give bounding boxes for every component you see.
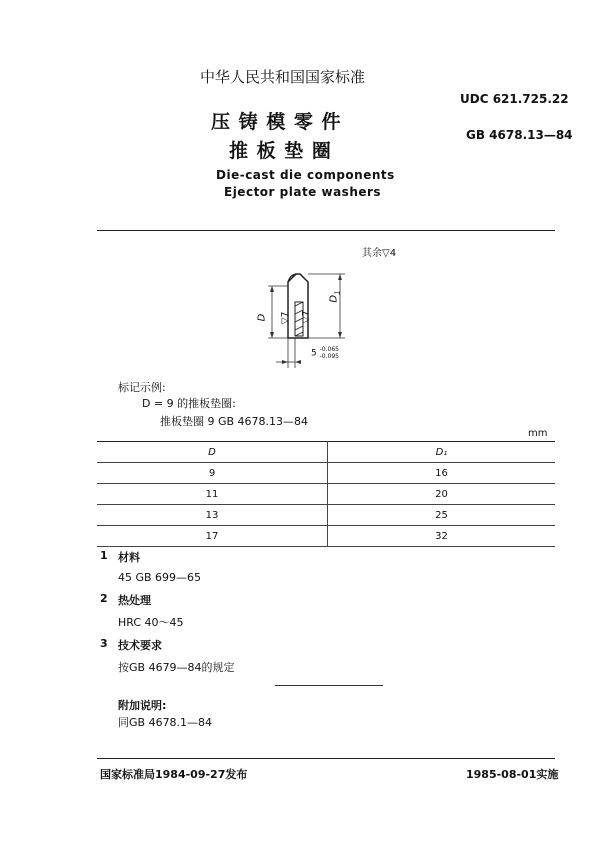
appendix-title: 附加说明: <box>118 699 167 712</box>
table-row: 11 20 <box>97 484 555 505</box>
header-divider <box>97 230 555 231</box>
national-standard-heading: 中华人民共和国国家标准 <box>200 68 366 86</box>
section-1-content: 45 GB 699—65 <box>118 571 202 584</box>
table-row: 17 32 <box>97 526 555 547</box>
table-header-row <box>97 442 555 463</box>
udc-code: UDC 621.725.22 <box>460 92 569 106</box>
section-1-num: 1 <box>100 549 108 562</box>
section-3-content: 按GB 4679—84的规定 <box>118 661 235 674</box>
dimension-table <box>97 441 555 547</box>
section-2-title: 热处理 <box>118 594 151 607</box>
header-D: D <box>97 442 328 463</box>
table-row: 13 25 <box>97 505 555 526</box>
section-3-title: 技术要求 <box>118 639 162 652</box>
end-rule <box>275 685 383 686</box>
marking-line1: D = 9 的推板垫圈: <box>142 397 236 410</box>
table-unit: mm <box>528 428 548 439</box>
section-2-num: 2 <box>100 592 108 605</box>
thickness-label: 5 -0.065 -0.095 <box>311 346 339 360</box>
marking-line2: 推板垫圈 9 GB 4678.13—84 <box>160 415 309 428</box>
roughness-note: 其余▽4 <box>362 248 397 259</box>
table-row: 9 16 <box>97 463 555 484</box>
section-2-content: HRC 40～45 <box>118 616 184 629</box>
section-1-title: 材料 <box>118 551 140 564</box>
roughness-right-label: ▽7 <box>301 310 312 324</box>
title-en-line1: Die-cast die components <box>216 168 395 182</box>
section-3-num: 3 <box>100 637 108 650</box>
marking-title: 标记示例: <box>118 381 166 394</box>
dim-D-label: D <box>256 313 268 322</box>
title-cn-line1: 压 铸 模 零 件 <box>211 111 342 133</box>
appendix-content: 同GB 4678.1—84 <box>118 716 213 729</box>
header-D1: D₁ <box>328 442 556 463</box>
dim-D1-label: $D_1$ <box>328 290 342 303</box>
footer-divider <box>97 758 555 759</box>
title-cn-line2: 推 板 垫 圈 <box>229 140 332 162</box>
issued-date: 国家标准局1984-09-27发布 <box>100 768 248 781</box>
roughness-left-label: ▽7 <box>280 311 291 325</box>
effective-date: 1985-08-01实施 <box>466 768 559 781</box>
gb-code: GB 4678.13—84 <box>466 128 573 142</box>
title-en-line2: Ejector plate washers <box>224 185 382 199</box>
